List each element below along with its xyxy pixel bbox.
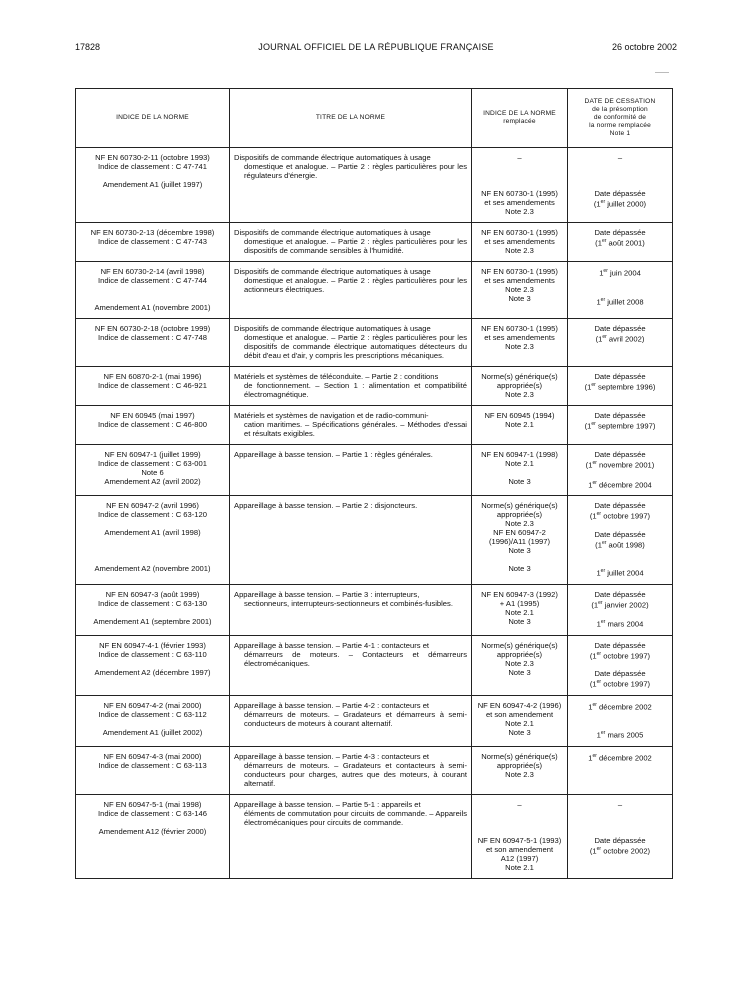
spacer [80, 537, 225, 546]
norm-title-cell [230, 496, 472, 585]
cell-line: Indice de classement : C 46-800 [98, 420, 207, 429]
norm-reference-cell [76, 406, 230, 445]
norm-title-cell [230, 223, 472, 262]
norm-title-cell [230, 148, 472, 223]
spacer [80, 171, 225, 180]
norm-title-cell [230, 262, 472, 319]
title-first-line: Appareillage à basse tension. – Partie 4-1 : contacteurs et [234, 640, 430, 650]
cessation-date-cell [568, 496, 673, 585]
cell-line: Date dépassée [594, 529, 646, 539]
table-row [76, 445, 673, 496]
spacer [476, 818, 563, 827]
norm-title-cell [230, 584, 472, 635]
cell-line: appropriée(s) [496, 381, 543, 390]
table-row [76, 746, 673, 794]
cell-line: NF EN 60947-5-1 (mai 1998) [103, 799, 202, 809]
header-line: TITRE DE LA NORME [315, 114, 386, 121]
cell-line: NF EN 60947-5-1 (1993) [477, 835, 562, 845]
cell-line: 1er juillet 2004 [596, 568, 644, 578]
cessation-date-cell [568, 794, 673, 878]
replaced-norm-cell [472, 635, 568, 695]
title-first-line: Dispositifs de commande électrique automatiques à usage [234, 267, 431, 276]
cell-line: NF EN 60730-1 (1995) [481, 324, 558, 333]
col-header-title [230, 89, 472, 148]
cell-line: Note 2.3 [505, 658, 534, 668]
cell-line: NF EN 60730-1 (1995) [481, 267, 558, 276]
cessation-date-cell [568, 695, 673, 746]
table-row [76, 262, 673, 319]
cell-line: (1996)/A11 (1997) [488, 537, 551, 547]
cell-line: Note 2.1 [505, 718, 534, 728]
cell-line: (1er octobre 1997) [589, 511, 651, 521]
cell-line: Note 3 [508, 477, 531, 486]
cell-line: Date dépassée [594, 411, 646, 420]
spacer [476, 171, 563, 180]
cell-line: Date dépassée [594, 189, 646, 198]
norm-title-cell [230, 406, 472, 445]
cessation-date-cell [568, 746, 673, 794]
cessation-date-cell [568, 635, 673, 695]
title-continuation: sectionneurs, interrupteurs-sectionneurs et combinés-fusibles. [244, 598, 453, 608]
cell-line: 1er décembre 2002 [588, 752, 652, 763]
spacer [572, 558, 668, 567]
cell-line: Indice de classement : C 63-112 [98, 709, 207, 719]
table-row [76, 695, 673, 746]
cell-line: (1er septembre 1997) [584, 421, 656, 431]
cell-line: et ses amendements [484, 333, 555, 342]
spacer [476, 555, 563, 564]
title-first-line: Appareillage à basse tension. – Partie 1 : règles générales. [234, 450, 433, 459]
replaced-norm-cell [472, 584, 568, 635]
cell-line: appropriée(s) [496, 760, 543, 770]
table-header-row [76, 89, 673, 148]
journal-title: JOURNAL OFFICIEL DE LA RÉPUBLIQUE FRANÇAISE [258, 42, 494, 52]
publication-date: 26 octobre 2002 [611, 42, 677, 52]
cell-line: NF EN 60730-1 (1995) [481, 189, 558, 198]
cell-line: Amendement A1 (novembre 2001) [94, 303, 211, 312]
spacer [572, 162, 668, 171]
norm-title-cell [230, 746, 472, 794]
spacer [476, 180, 563, 189]
cell-line: Note 2.3 [505, 207, 534, 216]
replaced-norm-cell [472, 496, 568, 585]
header-line: INDICE DE LA NORME [116, 114, 189, 121]
cell-line: Amendement A2 (novembre 2001) [94, 564, 211, 574]
cell-line: Date dépassée [594, 324, 646, 333]
replaced-norm-cell [472, 695, 568, 746]
norm-reference-cell [76, 367, 230, 406]
norm-reference-cell [76, 445, 230, 496]
spacer [572, 818, 668, 827]
cell-line: NF EN 60947-3 (août 1999) [105, 589, 200, 599]
cell-line: Norme(s) générique(s) [481, 501, 558, 511]
spacer [572, 549, 668, 558]
title-continuation: domestique et analogue. – Partie 2 : règles particulières pour les dispositifs de commande électrique automatiques détecteurs du débit d'eau et d'air, y compris les prescriptions mécaniques. [244, 333, 467, 360]
cell-line: 1er juillet 2008 [596, 296, 644, 307]
title-continuation: cation maritimes. – Spécifications générales. – Méthodes d'essai et résultats exigibles. [244, 420, 467, 438]
spacer [476, 827, 563, 836]
cell-line: (1er janvier 2002) [591, 599, 649, 610]
cessation-date-cell [568, 148, 673, 223]
norm-title-cell [230, 367, 472, 406]
cell-line: Note 3 [508, 616, 531, 626]
spacer [572, 827, 668, 836]
cell-line: Note 3 [508, 667, 531, 677]
cell-line: (1er avril 2002) [595, 334, 645, 344]
cell-line: Date dépassée [594, 589, 646, 599]
cell-line: NF EN 60947-1 (juillet 1999) [104, 450, 201, 459]
norm-reference-cell [76, 746, 230, 794]
cell-line: A12 (1997) [500, 853, 539, 863]
spacer [572, 470, 668, 479]
cell-line: (1er octobre 2002) [589, 845, 651, 856]
cell-line: Amendement A1 (avril 1998) [104, 528, 201, 538]
cell-line: Amendement A2 (décembre 1997) [94, 667, 211, 677]
cell-line: NF EN 60945 (1994) [484, 411, 555, 420]
spacer [80, 546, 225, 555]
cell-line: Note 2.3 [505, 246, 534, 255]
title-first-line: Matériels et systèmes de navigation et de radio-communi- [234, 411, 429, 420]
cell-line: Indice de classement : C 63-146 [98, 808, 207, 818]
cell-line: et son amendement [485, 709, 554, 719]
cell-line: Date dépassée [594, 228, 646, 237]
cell-line: Note 2.3 [505, 285, 534, 294]
title-continuation: démarreurs de moteurs. – Contacteurs et démarreurs électromécaniques. [244, 649, 467, 668]
norm-reference-cell [76, 319, 230, 367]
title-continuation: domestique et analogue. – Partie 2 : règles particulières pour les actionneurs électriques. [244, 276, 467, 294]
norm-title-cell [230, 635, 472, 695]
cell-line: Amendement A2 (avril 2002) [104, 477, 201, 486]
header-line: INDICE DE LA NORME [483, 110, 556, 117]
cell-line: Amendement A1 (septembre 2001) [93, 616, 212, 626]
norm-title-cell [230, 445, 472, 496]
cell-line: et son amendement [485, 844, 554, 854]
spacer [572, 278, 668, 287]
title-first-line: Dispositifs de commande électrique automatiques à usage [234, 153, 431, 162]
title-first-line: Appareillage à basse tension. – Partie 3 : interrupteurs, [234, 589, 420, 599]
replaced-norm-cell [472, 445, 568, 496]
spacer [572, 287, 668, 296]
cell-line: Indice de classement : C 63-110 [98, 649, 207, 659]
cell-line: Note 2.3 [505, 342, 534, 351]
cell-line: NF EN 60947-2 (avril 1996) [106, 501, 199, 511]
cell-line: NF EN 60947-3 (1992) [481, 589, 558, 599]
cell-line: Note 3 [508, 294, 531, 303]
spacer [80, 659, 225, 668]
norm-reference-cell [76, 496, 230, 585]
margin-mark [655, 72, 669, 73]
table-row [76, 223, 673, 262]
cell-line: NF EN 60945 (mai 1997) [110, 411, 195, 420]
title-continuation: éléments de commutation pour circuits de commande. – Appareils électromécaniques pour circuits de commande. [244, 808, 467, 827]
spacer [80, 818, 225, 827]
spacer [80, 608, 225, 617]
cell-line: NF EN 60730-2-18 (octobre 1999) [94, 324, 211, 333]
cell-line: 1er décembre 2002 [588, 701, 652, 712]
title-first-line: Appareillage à basse tension. – Partie 5-1 : appareils et [234, 799, 421, 809]
cell-line: + A1 (1995) [499, 598, 540, 608]
table-row [76, 794, 673, 878]
replaced-norm-cell [472, 262, 568, 319]
title-first-line: Appareillage à basse tension. – Partie 4-2 : contacteurs et [234, 700, 430, 710]
spacer [572, 609, 668, 618]
cessation-date-cell [568, 223, 673, 262]
cell-line: et ses amendements [484, 276, 555, 285]
spacer [572, 180, 668, 189]
spacer [572, 720, 668, 729]
spacer [80, 555, 225, 564]
cell-line: – [517, 799, 522, 809]
title-continuation: de fonctionnement. – Section 1 : alimentation et compatibilité électromagnétique. [244, 381, 467, 399]
cell-line: Indice de classement : C 46-921 [98, 381, 207, 390]
header-line: Note 1 [609, 130, 631, 137]
replaced-norm-cell [472, 319, 568, 367]
header-line: de la présomption [592, 106, 648, 113]
header-line: de conformité de [593, 114, 647, 121]
spacer [80, 719, 225, 728]
cessation-date-cell [568, 262, 673, 319]
replaced-norm-cell [472, 223, 568, 262]
replaced-norm-cell [472, 406, 568, 445]
title-continuation: démarreurs de moteurs. – Gradateurs et contacteurs à semi-conducteurs pour charges, autres que des moteurs, à courant alternatif. [244, 760, 467, 788]
cell-line: 1er décembre 2004 [588, 479, 652, 490]
title-continuation: domestique et analogue. – Partie 2 : règles particulières pour les dispositifs de commande sensibles à l'humidité. [244, 237, 467, 255]
title-first-line: Dispositifs de commande électrique automatiques à usage [234, 228, 431, 237]
norm-reference-cell [76, 262, 230, 319]
cell-line: Indice de classement : C 63-113 [98, 760, 207, 770]
cell-line: Norme(s) générique(s) [481, 751, 558, 761]
cell-line: NF EN 60730-2-14 (avril 1998) [100, 267, 205, 276]
norm-title-cell [230, 319, 472, 367]
cell-line: 1er juin 2004 [599, 268, 641, 278]
norm-reference-cell [76, 794, 230, 878]
cell-line: – [617, 153, 623, 162]
cell-line: (1er novembre 2001) [585, 460, 655, 470]
cell-line: – [617, 799, 623, 809]
cell-line: et ses amendements [484, 237, 555, 246]
col-header-replaced [472, 89, 568, 148]
cell-line: Norme(s) générique(s) [481, 372, 558, 381]
cell-line: NF EN 60730-1 (1995) [481, 228, 558, 237]
spacer [572, 809, 668, 818]
replaced-norm-cell [472, 794, 568, 878]
cell-line: Note 2.1 [505, 459, 534, 468]
cell-line: Note 3 [508, 546, 531, 556]
cell-line: 1er mars 2005 [596, 730, 644, 740]
cessation-date-cell [568, 584, 673, 635]
cell-line: Indice de classement : C 47-748 [98, 333, 207, 342]
cell-line: Date dépassée [594, 372, 646, 381]
col-header-date [568, 89, 673, 148]
page-header [75, 42, 677, 56]
standards-table [75, 88, 673, 879]
norm-reference-cell [76, 584, 230, 635]
cell-line: Note 2.1 [505, 420, 534, 429]
table-row [76, 367, 673, 406]
table-body [76, 148, 673, 879]
cell-line: appropriée(s) [496, 510, 543, 520]
spacer [572, 171, 668, 180]
header-line: remplacée [503, 118, 536, 125]
cell-line: Note 2.1 [505, 862, 534, 872]
cell-line: Note 2.3 [505, 390, 534, 399]
spacer [476, 468, 563, 477]
cell-line: Norme(s) générique(s) [481, 640, 558, 650]
title-first-line: Appareillage à basse tension. – Partie 4-3 : contacteurs et [234, 751, 430, 761]
spacer [80, 519, 225, 528]
cell-line: appropriée(s) [496, 649, 543, 659]
table-row [76, 319, 673, 367]
cell-line: Date dépassée [594, 640, 646, 650]
cell-line: Date dépassée [594, 835, 646, 845]
spacer [80, 294, 225, 303]
cell-line: NF EN 60730-2-13 (décembre 1998) [90, 228, 215, 237]
cell-line: NF EN 60947-4-1 (février 1993) [99, 640, 206, 650]
cell-line: Note 6 [141, 468, 164, 477]
cell-line: Date dépassée [594, 669, 646, 679]
title-first-line: Matériels et systèmes de téléconduite. – Partie 2 : conditions [234, 372, 439, 381]
cell-line: (1er octobre 1997) [589, 679, 651, 689]
cell-line: NF EN 60870-2-1 (mai 1996) [103, 372, 202, 381]
col-header-ref [76, 89, 230, 148]
header-line: DATE DE CESSATION [584, 98, 656, 105]
cell-line: NF EN 60947-4-3 (mai 2000) [103, 751, 202, 761]
spacer [572, 660, 668, 669]
cell-line: – [517, 153, 522, 162]
cell-line: Indice de classement : C 63-001 [98, 459, 207, 468]
norm-title-cell [230, 794, 472, 878]
spacer [476, 809, 563, 818]
cell-line: (1er octobre 1997) [589, 650, 651, 661]
cell-line: (1er septembre 1996) [584, 382, 656, 392]
norm-reference-cell [76, 148, 230, 223]
cell-line: (1er juillet 2000) [593, 199, 647, 209]
cell-line: Date dépassée [594, 501, 646, 511]
cell-line: Amendement A1 (juillet 2002) [102, 727, 203, 737]
cell-line: NF EN 60947-2 [493, 528, 546, 538]
table-row [76, 584, 673, 635]
spacer [572, 521, 668, 530]
cell-line: Indice de classement : C 63-130 [98, 598, 207, 608]
table-row [76, 635, 673, 695]
cell-line: NF EN 60730-2-11 (octobre 1993) [95, 153, 210, 162]
cell-line: Date dépassée [594, 450, 646, 459]
cell-line: NF EN 60947-4-2 (mai 2000) [103, 700, 202, 710]
cessation-date-cell [568, 445, 673, 496]
cell-line: Note 2.3 [505, 519, 534, 529]
norm-reference-cell [76, 223, 230, 262]
norm-reference-cell [76, 695, 230, 746]
replaced-norm-cell [472, 367, 568, 406]
cell-line: NF EN 60947-4-2 (1996) [477, 700, 562, 710]
norm-reference-cell [76, 635, 230, 695]
cell-line: Indice de classement : C 63-120 [98, 510, 207, 520]
cell-line: (1er août 1998) [595, 539, 645, 550]
cell-line: Indice de classement : C 47-743 [98, 237, 207, 246]
title-continuation: domestique et analogue. – Partie 2 : règles particulières pour les régulateurs d'énergie. [244, 162, 467, 180]
spacer [80, 285, 225, 294]
cell-line: et ses amendements [484, 198, 555, 207]
cessation-date-cell [568, 367, 673, 406]
page-number: 17828 [75, 42, 101, 52]
replaced-norm-cell [472, 746, 568, 794]
spacer [476, 162, 563, 171]
cell-line: Indice de classement : C 47-741 [98, 162, 207, 171]
cell-line: Amendement A1 (juillet 1997) [102, 180, 203, 189]
cessation-date-cell [568, 319, 673, 367]
cell-line: Indice de classement : C 47-744 [98, 276, 207, 285]
cell-line: NF EN 60947-1 (1998) [481, 450, 558, 459]
cessation-date-cell [568, 406, 673, 445]
replaced-norm-cell [472, 148, 568, 223]
norm-title-cell [230, 695, 472, 746]
table-row [76, 148, 673, 223]
table-row [76, 496, 673, 585]
title-continuation: démarreurs de moteurs. – Gradateurs et démarreurs à semi-conducteurs de moteurs à courant alternatif. [244, 709, 467, 728]
title-first-line: Appareillage à basse tension. – Partie 2 : disjoncteurs. [234, 501, 418, 511]
header-line: la norme remplacée [589, 122, 651, 129]
cell-line: (1er août 2001) [595, 238, 645, 248]
spacer [572, 711, 668, 720]
cell-line: 1er mars 2004 [596, 619, 644, 629]
cell-line: Note 2.3 [505, 769, 534, 779]
cell-line: Amendement A12 (février 2000) [98, 826, 207, 836]
cell-line: Note 3 [508, 564, 531, 574]
cell-line: Note 3 [508, 727, 531, 737]
cell-line: Note 2.1 [505, 607, 534, 617]
title-first-line: Dispositifs de commande électrique automatiques à usage [234, 324, 431, 333]
table-row [76, 406, 673, 445]
